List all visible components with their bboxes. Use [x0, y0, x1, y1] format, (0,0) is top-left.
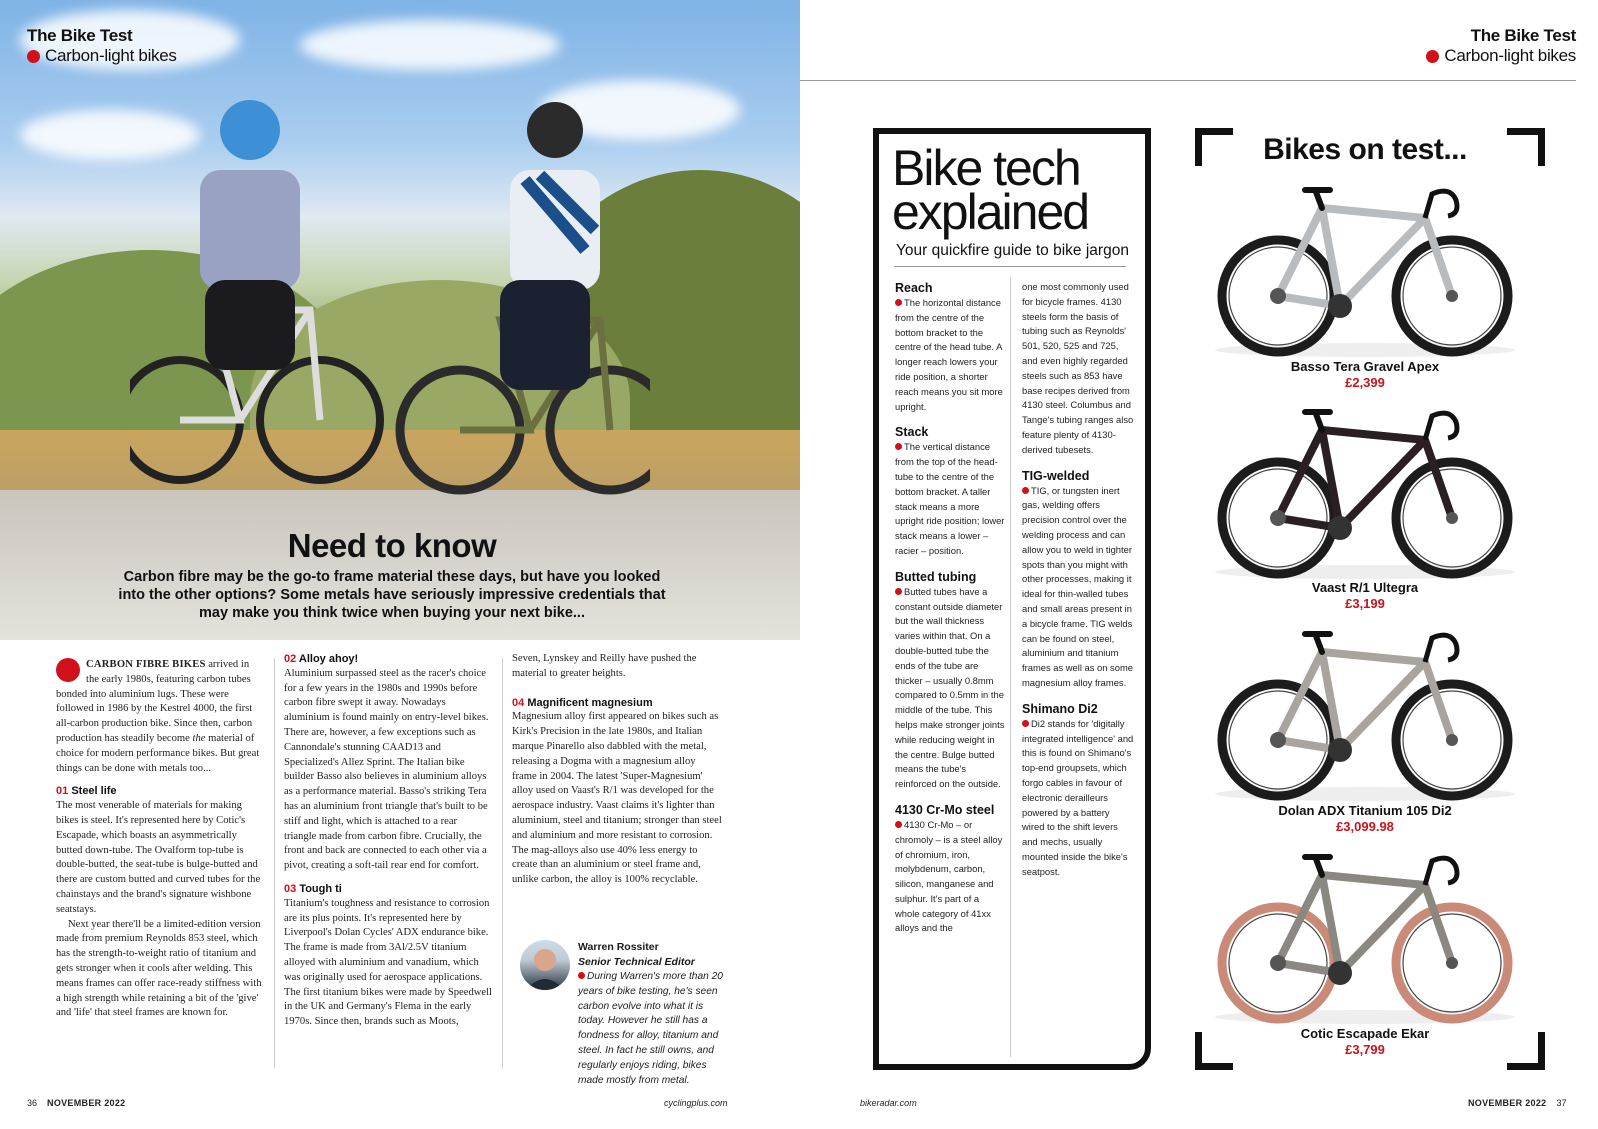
- subheading: 03 Tough ti: [284, 882, 342, 895]
- bike-name: Vaast R/1 Ultegra: [1311, 580, 1419, 595]
- column-divider: [502, 658, 503, 1068]
- term-heading: Shimano Di2: [1022, 701, 1098, 716]
- header-rule: [800, 80, 1576, 81]
- term-definition: The horizontal distance from the centre of the bottom bracket to the centre of the head tube. A longer reach lowers your ride position, a shorter reach means you sit more upright.: [895, 297, 1003, 412]
- intro-text: Carbon fibre may be the go-to frame material these days, but have you looked into the other options? Some metals have seriously impressive credentials that may make you think twice when buying your next bike...: [118, 569, 666, 621]
- bike-name: Basso Tera Gravel Apex: [1290, 359, 1440, 374]
- author-byline: [578, 940, 728, 970]
- glossary-divider: [1010, 277, 1011, 1057]
- red-bullet-icon: [578, 972, 585, 979]
- column-divider: [274, 658, 275, 1068]
- glossary-column-2: [1022, 280, 1134, 879]
- bike-price: £3,799: [1345, 1042, 1385, 1057]
- author-avatar: [520, 940, 570, 990]
- bike-image: [1210, 622, 1520, 802]
- term-heading: TIG-welded: [1022, 468, 1090, 483]
- paragraph: Aluminium surpassed steel as the racer's choice for a few years in the 1980s and 1990s before carbon fibre swept it away. Nowadays aluminium is found mainly on entry-level bikes. There are, however, a few exceptions such as Cannondale's stunning CAAD13 and Specialized's Allez Sprint. The Italian bike builder Basso also believes in aluminium alloys as a performance material. Basso's striking Tera has an aluminium front triangle that's built to be stiff and light, which is attached to a rear triangle made from carbon fibre. Crucially, the front and back are connected to each other via a pivot, creating a soft-tail rear end for comfort.: [284, 667, 489, 872]
- site-url: cyclingplus.com: [664, 1098, 728, 1108]
- glossary-subtitle: Your quickfire guide to bike jargon: [896, 242, 1129, 259]
- page-title: Need to know: [287, 527, 497, 564]
- paragraph: The most venerable of materials for making bikes is steel. It's represented here by Cotic's Escapade, which boasts an asymmetrically butted down-tube. The Ovalform top-tube is double-butted, the seat-tube is bulge-butted and there are custom butted and curved tubes for the chainstays and the brand's signature wishbone seatstays.: [56, 800, 261, 915]
- red-bullet-icon: [895, 821, 902, 828]
- bike-price: £3,099.98: [1336, 819, 1394, 834]
- section-header-left: [27, 26, 177, 66]
- red-bullet-icon: [1022, 487, 1029, 494]
- red-bullet-icon: [895, 299, 902, 306]
- riders-illustration: [130, 80, 650, 520]
- bike-name: Dolan ADX Titanium 105 Di2: [1278, 803, 1452, 818]
- term-heading: 4130 Cr-Mo steel: [895, 802, 995, 817]
- bike-image: [1210, 400, 1520, 580]
- term-heading: Reach: [895, 281, 933, 295]
- author-quote: During Warren's more than 20 years of bike testing, he's seen carbon evolve into what it is today. However he still has a fondness for alloy, titanium and steel. In fact he still owns, and regularly enjoys riding, bikes made mostly from metal.: [578, 971, 723, 1086]
- author-role: Senior Technical Editor: [578, 955, 695, 968]
- bike-price: £3,199: [1345, 596, 1385, 611]
- paragraph: Titanium's toughness and resistance to corrosion are its plus points. It's represented here by Liverpool's Dolan Cycles' ADX endurance bike. The frame is made from 3Al/2.5V titanium alloyed with aluminium and vanadium, which was originally used for aerospace applications. The first titanium bikes were made by Speedwell in the UK and Germany's Flema in the early 1970s. Since then, brands such as Moots,: [284, 897, 492, 1028]
- section-subtitle: Carbon-light bikes: [27, 46, 177, 66]
- bikes-title: Bikes on test...: [1263, 133, 1467, 166]
- term-definition: 4130 Cr-Mo – or chromoly – is a steel alloy of chromium, iron, molybdenum, carbon, silicon, manganese and sulphur. It's part of a whole category of 41xx alloys and the: [895, 818, 1003, 934]
- red-dot-icon: [56, 658, 80, 682]
- subheading: 01 Steel life: [56, 785, 117, 798]
- section-header-right: [1426, 26, 1576, 66]
- bike-image: [1210, 845, 1520, 1025]
- lead-paragraph: CARBON FIBRE BIKES arrived in the early 1980s, featuring carbon tubes bonded into aluminium lugs. These were followed in 1986 by the Kestrel 4000, the first all-carbon production bike. Since then, carbon production has steadily become the material of choice for modern performance bikes. But great things can be done with metals too...: [56, 659, 260, 774]
- term-definition: TIG, or tungsten inert gas, welding offers precision control over the welding process and can allow you to weld in tighter spots than you might with other processes, making it ideal for thin-walled tubes and small areas present in a bicycle frame. TIG welds can be found on steel, aluminium and titanium frames as well as on some magnesium alloy frames.: [1022, 484, 1133, 688]
- glossary-rule: [894, 266, 1126, 267]
- term-definition: Butted tubes have a constant outside diameter but the wall thickness varies within that. On a double-butted tube the ends of the tube are thicker – usually 0.8mm compared to 0.5mm in the middle of the tube. This helps make stronger joints while reducing weight in the centre. Bulge butted means the tube's reinforced on the outside.: [895, 585, 1005, 790]
- red-bullet-icon: [895, 443, 902, 450]
- subheading: 04 Magnificent magnesium: [512, 696, 653, 709]
- article-column-3: [512, 652, 722, 888]
- term-definition: Di2 stands for 'digitally integrated intelligence' and this is found on Shimano's top-end groupsets, which forgo cables in favour of electronic derailleurs powered by a battery wired to the shift levers and mechs, usually mounted inside the bike's seatpost.: [1022, 717, 1134, 877]
- paragraph: Next year there'll be a limited-edition version made from premium Reynolds 853 steel, which has the strength-to-weight ratio of titanium and gets stronger when it cools after welding. This means frames can offer race-ready stiffness with a high strength while retaining a bit of the 'give' and 'life' that steel frames are known for.: [56, 918, 262, 1019]
- paragraph: Seven, Lynskey and Reilly have pushed the material to greater heights.: [512, 653, 697, 679]
- red-bullet-icon: [895, 588, 902, 595]
- section-title: The Bike Test: [1470, 26, 1576, 45]
- bike-price: £2,399: [1345, 375, 1385, 390]
- subheading: 02 Alloy ahoy!: [284, 653, 359, 665]
- article-column-1: [56, 658, 264, 1021]
- folio-right: NOVEMBER 2022 37: [1468, 1098, 1567, 1108]
- article-column-2: [284, 652, 492, 1030]
- red-bullet-icon: [27, 50, 40, 63]
- glossary-column-1: [895, 280, 1005, 936]
- term-heading: Butted tubing: [895, 569, 977, 584]
- bike-name: Cotic Escapade Ekar: [1300, 1026, 1430, 1041]
- red-bullet-icon: [1426, 50, 1439, 63]
- term-definition: one most commonly used for bicycle frames. 4130 steels form the basis of tubing such as Reynolds' 501, 520, 525 and 725, and even highly regarded steels such as 853 have base recipes derived from 4130 steel. Columbus and Tange's tubing ranges also feature plenty of 4130-derived tubesets.: [1022, 281, 1134, 455]
- section-subtitle: Carbon-light bikes: [1426, 46, 1576, 66]
- bike-image: [1210, 178, 1520, 358]
- folio-left: 36 NOVEMBER 2022: [27, 1098, 126, 1108]
- site-url: bikeradar.com: [860, 1098, 917, 1108]
- term-definition: The vertical distance from the top of the head-tube to the centre of the bottom bracket. A taller stack means a more upright ride position; lower stack means a lower – racier – position.: [895, 441, 1005, 556]
- glossary-title: Bike tech explained: [892, 140, 1089, 240]
- section-title: The Bike Test: [27, 26, 133, 45]
- red-bullet-icon: [1022, 720, 1029, 727]
- term-heading: Stack: [895, 425, 929, 440]
- paragraph: Magnesium alloy first appeared on bikes such as Kirk's Precision in the late 1980s, and Italian marque Pinarello also dabbled with the metal, releasing a Dogma with a magnesium alloy frame in 2004. The latest 'Super-Magnesium' alloy used on Vaast's R/1 was developed for the aerospace industry. Vaast claims it's lighter than aluminium, steel and titanium; stronger than steel and aluminium and more resistant to corrosion. The mag-alloys also use 40% less energy to create than an aluminium or steel frame and, unlike carbon, the alloy is 100% recyclable.: [512, 711, 722, 886]
- author-name: Warren Rossiter: [578, 941, 659, 953]
